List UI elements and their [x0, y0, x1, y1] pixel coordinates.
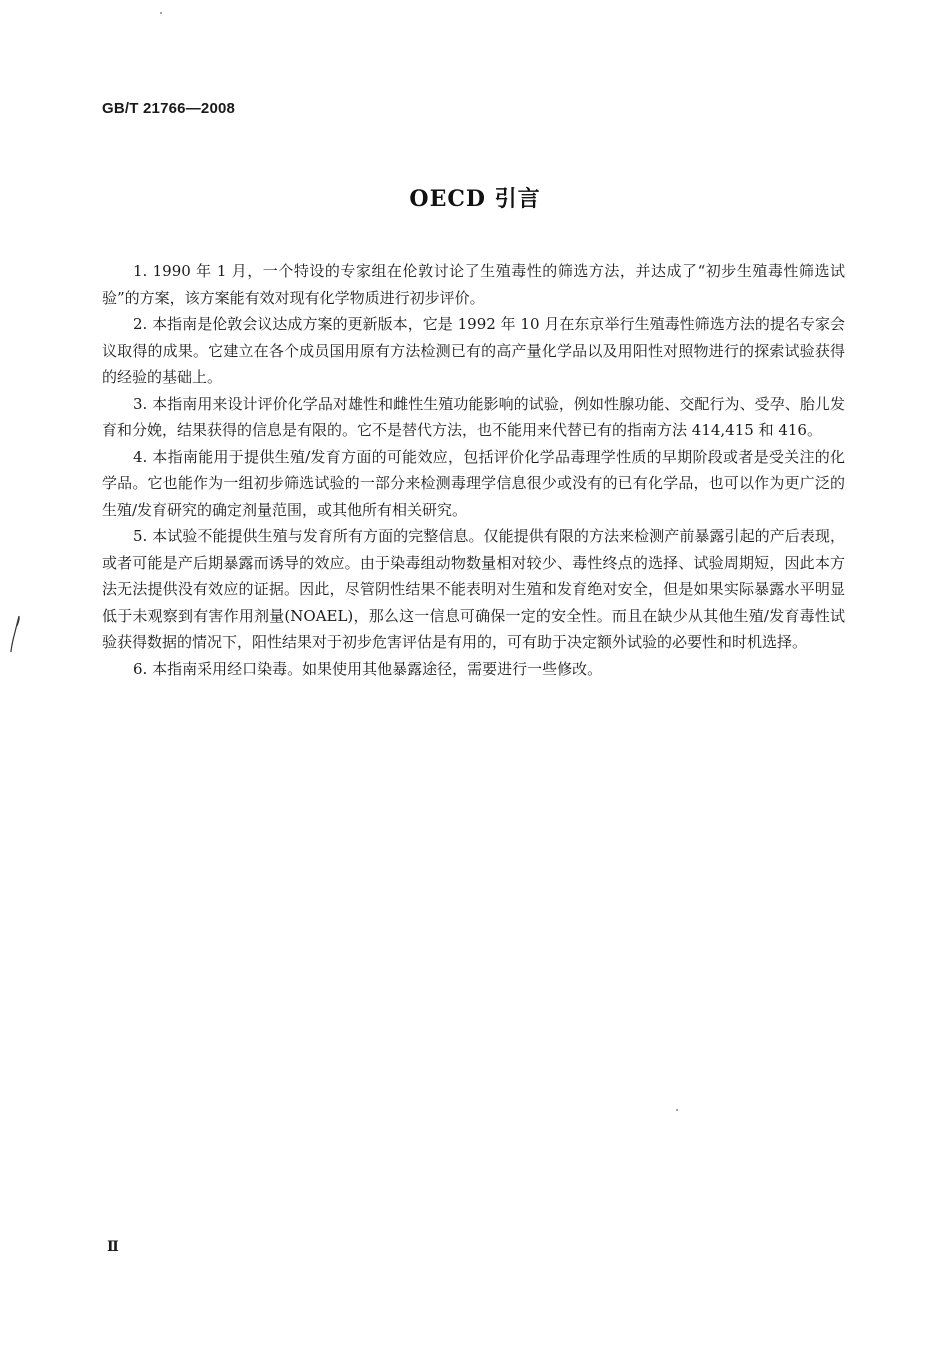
scan-speck	[676, 1109, 678, 1111]
paragraph-2: 2. 本指南是伦敦会议达成方案的更新版本，它是 1992 年 10 月在东京举行生殖毒性筛选方法的提名专家会议取得的成果。它建立在各个成员国用原有方法检测已有的高产量化学品以及用阳性对照物进行的探索试验获得的经验的基础上。	[102, 315, 845, 386]
paragraph-5: 5. 本试验不能提供生殖与发育所有方面的完整信息。仅能提供有限的方法来检测产前暴露引起的产后表现，或者可能是产后期暴露而诱导的效应。由于染毒组动物数量相对较少、毒性终点的选择、试验周期短，因此本方法无法提供没有效应的证据。因此，尽管阴性结果不能表明对生殖和发育绝对安全，但是如果实际暴露水平明显低于未观察到有害作用剂量(NOAEL)，那么这一信息可确保一定的安全性。而且在缺少从其他生殖/发育毒性试验获得数据的情况下，阳性结果对于初步危害评估是有用的，可有助于决定额外试验的必要性和时机选择。	[102, 527, 845, 651]
page-title: OECD 引言	[409, 186, 541, 212]
standard-code-header: GB/T 21766—2008	[102, 100, 236, 117]
document-body	[102, 258, 845, 682]
paragraph-1: 1. 1990 年 1 月，一个特设的专家组在伦敦讨论了生殖毒性的筛选方法，并达成了“初步生殖毒性筛选试验”的方案，该方案能有效对现有化学物质进行初步评价。	[102, 262, 845, 307]
scan-speck	[160, 12, 162, 14]
paragraph-3: 3. 本指南用来设计评价化学品对雄性和雌性生殖功能影响的试验，例如性腺功能、交配行为、受孕、胎儿发育和分娩，结果获得的信息是有限的。它不是替代方法，也不能用来代替已有的指南方法 414,415 和 416。	[102, 394, 845, 439]
page-number: Ⅱ	[107, 1239, 119, 1255]
paragraph-4: 4. 本指南能用于提供生殖/发育方面的可能效应，包括评价化学品毒理学性质的早期阶段或者是受关注的化学品。它也能作为一组初步筛选试验的一部分来检测毒理学信息很少或没有的已有化学品，也可以作为更广泛的生殖/发育研究的确定剂量范围，或其他所有相关研究。	[102, 447, 845, 519]
margin-pen-mark	[8, 614, 24, 654]
paragraph-6: 6. 本指南采用经口染毒。如果使用其他暴露途径，需要进行一些修改。	[133, 659, 603, 678]
